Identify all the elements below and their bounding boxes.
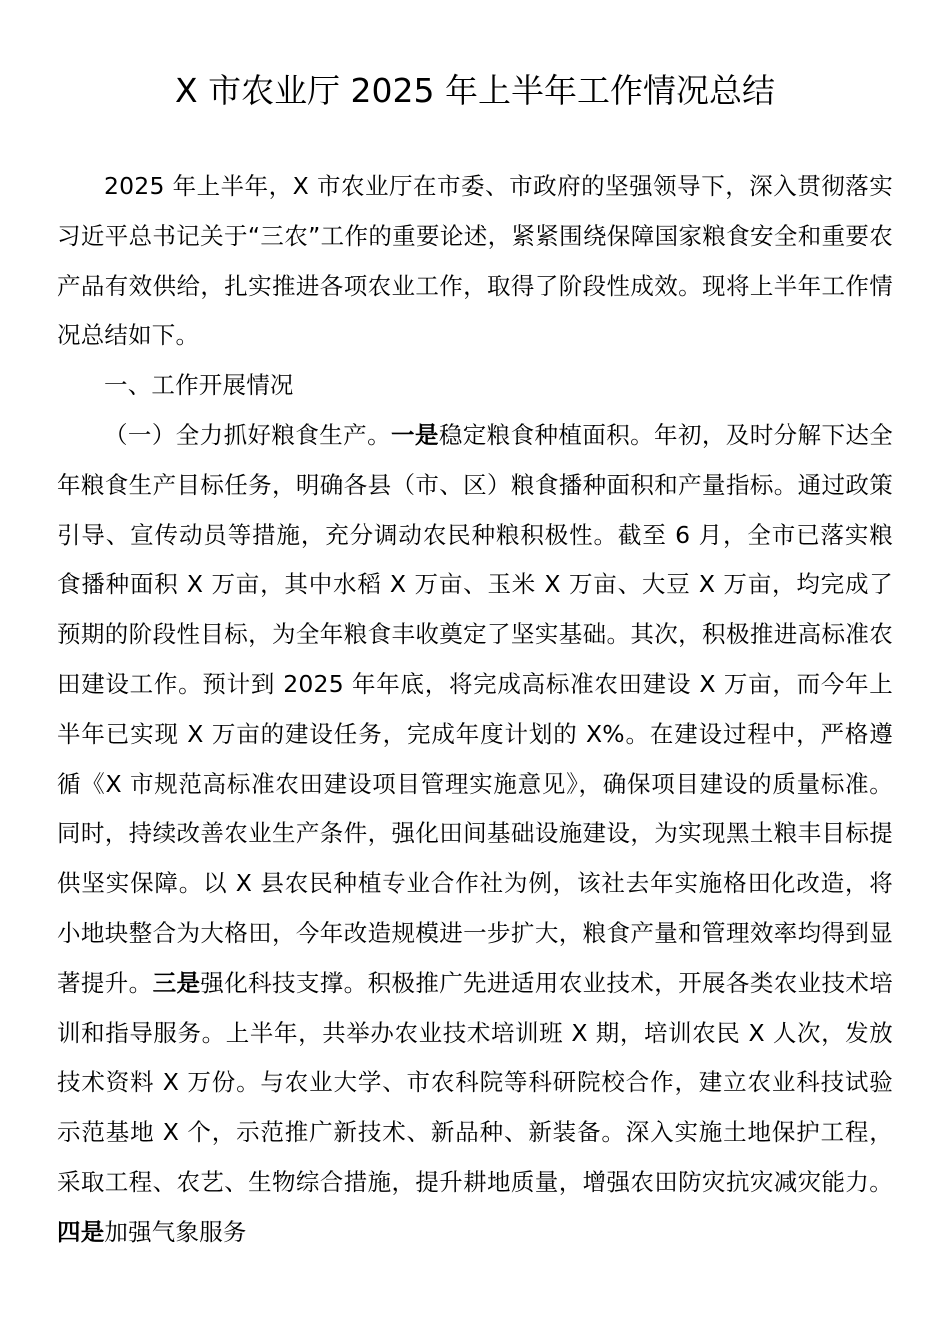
document-title: X 市农业厅 2025 年上半年工作情况总结 [174,71,776,110]
document-body [57,162,893,1258]
point-marker-1: 一是 [390,420,439,449]
section-heading: 一、工作开展情况 [104,371,294,400]
point-marker-3: 三是 [152,968,201,997]
point-text-1: 稳定粮食种植面积。年初，及时分解下达全年粮食生产目标任务，明确各县（市、区）粮食播种面积和产量指标。通过政策引导、宣传动员等措施，充分调动农民种粮积极性。截至 6 月，全市已落实粮食播种面积 X 万亩，其中水稻 X 万亩、玉米 X 万亩、大豆 X 万亩，均完成了预期的阶段性目标，为全年粮食丰收奠定了坚实基础。其次，积极推进高标准农田建设工作。预计到 2025 年年底，将完成高标准农田建设 X 万亩，而今年上半年已实现 X 万亩的建设任务，完成年度计划的 X%。在建设过程中，严格遵循《X 市规范高标准农田建设项目管理实施意见》，确保项目建设的质量标准。同时，持续改善农业生产条件，强化田间基础设施建设，为实现黑土粮丰目标提供坚实保障。以 X 县农民种植专业合作社为例，该社去年实施格田化改造，将小地块整合为大格田，今年改造规模进一步扩大，粮食产量和管理效率均得到显著提升。 [57,420,893,997]
intro-paragraph: 2025 年上半年，X 市农业厅在市委、市政府的坚强领导下，深入贯彻落实习近平总书记关于“三农”工作的重要论述，紧紧围绕保障国家粮食安全和重要农产品有效供给，扎实推进各项农业工作，取得了阶段性成效。现将上半年工作情况总结如下。 [57,172,893,350]
point-text-4: 加强气象服务 [104,1217,247,1246]
subsection-paragraph [57,411,893,1258]
point-text-3: 强化科技支撑。积极推广先进适用农业技术，开展各类农业技术培训和指导服务。上半年，共举办农业技术培训班 X 期，培训农民 X 人次，发放技术资料 X 万份。与农业大学、市农科院等科研院校合作，建立农业科技试验示范基地 X 个，示范推广新技术、新品种、新装备。深入实施土地保护工程，采取工程、农艺、生物综合措施，提升耕地质量，增强农田防灾抗灾减灾能力。 [57,968,893,1196]
point-marker-4: 四是 [57,1217,105,1246]
subsection-heading: （一）全力抓好粮食生产。 [104,420,391,449]
